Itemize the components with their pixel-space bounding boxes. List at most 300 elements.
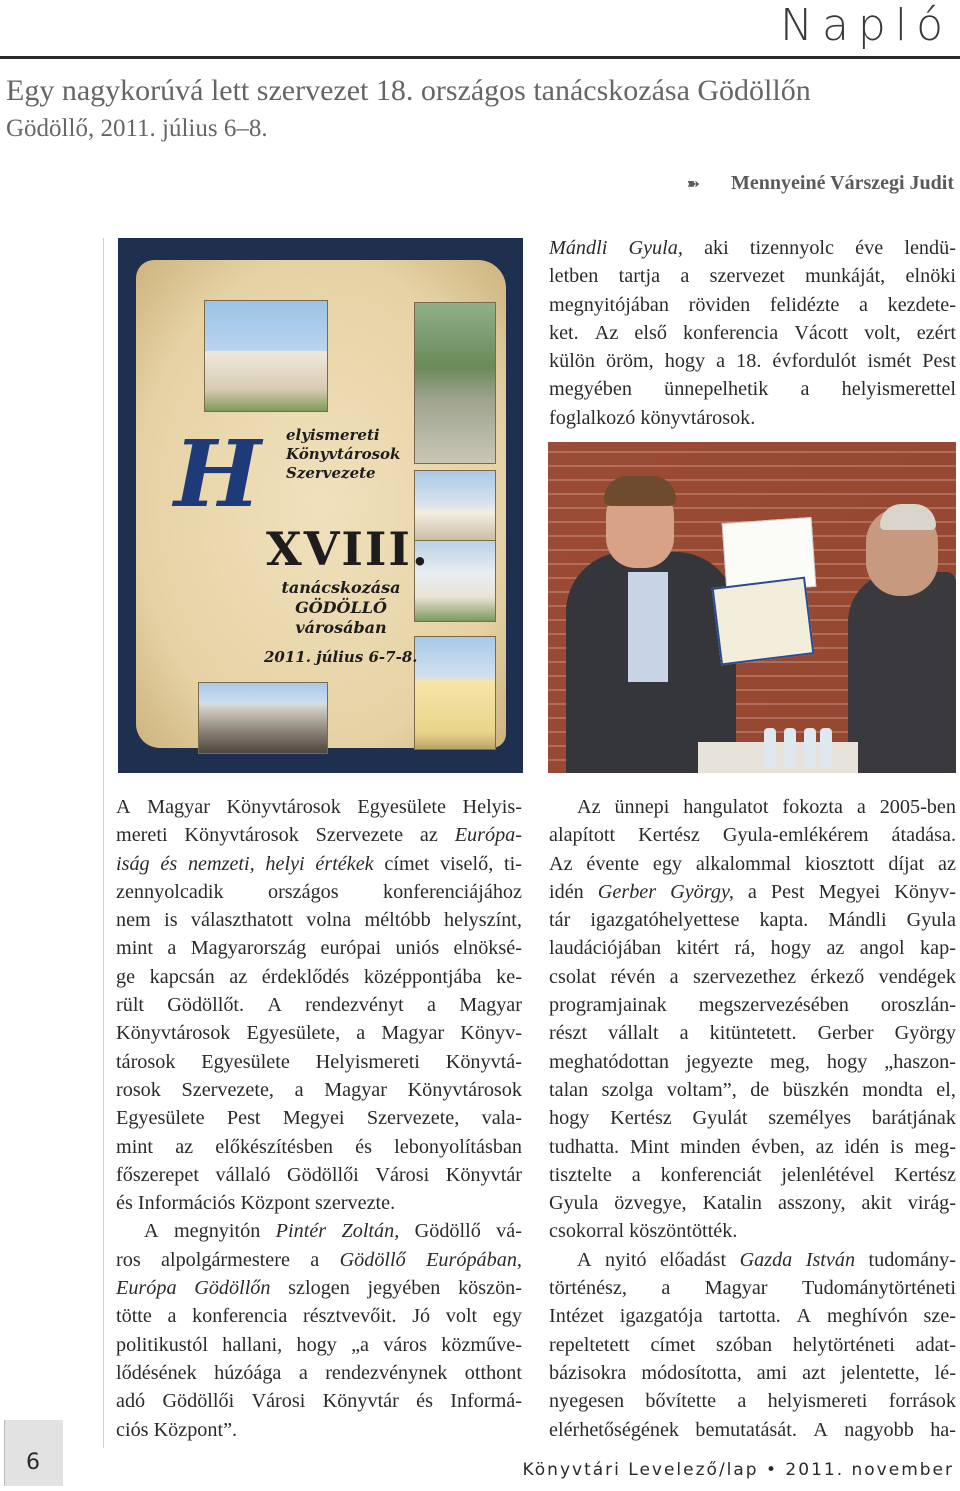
word: kitért bbox=[676, 937, 720, 960]
word: Szervezete bbox=[315, 824, 404, 847]
text-line bbox=[116, 1246, 522, 1274]
word: munkáját, bbox=[805, 265, 886, 288]
text-line bbox=[116, 1359, 522, 1387]
word: A bbox=[796, 1305, 812, 1328]
word: Gödöllői bbox=[162, 1390, 235, 1413]
word: Kertész bbox=[610, 1107, 672, 1130]
word: aki bbox=[704, 237, 729, 259]
word: Katalin bbox=[702, 1192, 762, 1215]
word: Magyar bbox=[324, 1078, 387, 1101]
word: szervezet bbox=[709, 265, 785, 288]
word: meghatódottan bbox=[549, 1050, 669, 1073]
word: és bbox=[160, 852, 178, 875]
word: hangulatot bbox=[683, 796, 769, 818]
word: középpontjába bbox=[363, 965, 482, 988]
word: lendü- bbox=[904, 237, 956, 259]
word: idén bbox=[844, 1135, 880, 1158]
word: konferenciájához bbox=[382, 880, 522, 903]
word: a bbox=[679, 1022, 689, 1045]
word: az bbox=[229, 965, 248, 988]
photo-bottle bbox=[764, 728, 776, 768]
word: Könyvtárosok bbox=[407, 1078, 522, 1101]
word: Gyula-emlékérem bbox=[722, 824, 869, 847]
word: ünnepelhetik bbox=[664, 378, 769, 401]
word: jelentette, bbox=[840, 1361, 920, 1384]
word: a bbox=[167, 1305, 177, 1328]
word: Gyula bbox=[549, 1192, 599, 1215]
word: Gyula bbox=[906, 909, 956, 932]
word: szervezethez bbox=[692, 965, 797, 988]
word: kezdete- bbox=[887, 293, 956, 316]
word: nyitó bbox=[605, 1248, 647, 1271]
word: külön bbox=[549, 350, 595, 373]
word: meghívón bbox=[826, 1305, 908, 1328]
word: Pest bbox=[922, 350, 956, 373]
text-line bbox=[116, 850, 522, 878]
poster-photo-library bbox=[198, 682, 328, 754]
left-column-text bbox=[116, 793, 522, 1444]
text-line: és Információs Központ szervezte. bbox=[116, 1192, 396, 1215]
word: konferencia bbox=[682, 321, 779, 344]
word: Egyesülete bbox=[357, 796, 446, 818]
word: de bbox=[750, 1078, 770, 1101]
word: ke- bbox=[496, 965, 522, 988]
word: Mándli bbox=[828, 909, 887, 932]
text-line bbox=[549, 262, 956, 290]
word: átadása. bbox=[891, 824, 956, 847]
poster-event-line: GÖDÖLLŐ bbox=[295, 598, 387, 617]
word: ros bbox=[116, 1248, 141, 1271]
poster-photo-palace bbox=[204, 300, 328, 412]
text-line: ciós Központ”. bbox=[116, 1418, 238, 1441]
word: A bbox=[577, 1248, 592, 1271]
text-line bbox=[549, 319, 956, 347]
word: fokozta bbox=[782, 796, 843, 818]
word: Gazda bbox=[739, 1248, 793, 1271]
word: hallani, bbox=[222, 1333, 283, 1356]
word: módosította, bbox=[641, 1361, 742, 1384]
word: tartotta. bbox=[718, 1305, 781, 1328]
word: elnöksé- bbox=[453, 937, 522, 960]
word: Informá- bbox=[450, 1390, 522, 1413]
text-line bbox=[116, 1274, 522, 1302]
text-line bbox=[116, 793, 522, 821]
word: az bbox=[938, 852, 956, 875]
poster-event-line: városában bbox=[295, 618, 387, 637]
word: nagyobb bbox=[844, 1418, 914, 1441]
word: Helyismereti bbox=[315, 1050, 420, 1073]
word: igazgatóhelyettese bbox=[590, 909, 740, 932]
conference-poster-image bbox=[118, 238, 523, 773]
article-headline: Egy nagykorúvá lett szervezet 18. országos tanácskozása Gödöllőn bbox=[6, 74, 811, 107]
word: a bbox=[661, 1277, 671, 1300]
word: konferencia bbox=[192, 1305, 288, 1328]
word: asszony, bbox=[777, 1192, 846, 1215]
word: és bbox=[355, 1135, 372, 1158]
word: István bbox=[805, 1248, 856, 1271]
text-line bbox=[116, 1217, 522, 1245]
word: volna bbox=[306, 909, 352, 932]
word: meg, bbox=[770, 1050, 810, 1073]
word: érdeklődés bbox=[261, 965, 350, 988]
word: Egyesülete bbox=[201, 1050, 290, 1073]
word: elnöki bbox=[905, 265, 956, 288]
word: idén bbox=[549, 880, 584, 903]
text-line bbox=[549, 1133, 956, 1161]
word: a bbox=[631, 1163, 641, 1186]
word: szóban bbox=[716, 1333, 773, 1356]
word: helyismerettel bbox=[841, 378, 956, 401]
word: Gerber bbox=[817, 1022, 874, 1045]
poster-event bbox=[281, 578, 401, 638]
word: értékek bbox=[315, 852, 374, 875]
word: Gyulát bbox=[692, 1107, 748, 1130]
word: Gödöllőt. bbox=[167, 994, 245, 1017]
word: a bbox=[737, 1390, 747, 1413]
word: A bbox=[267, 994, 282, 1017]
word: csolat bbox=[549, 965, 597, 988]
photo-person-right bbox=[848, 572, 956, 773]
word: Az bbox=[594, 321, 619, 344]
word: méltóbb bbox=[364, 909, 431, 932]
poster-title-line: Szervezete bbox=[286, 464, 376, 482]
word: adat- bbox=[915, 1333, 956, 1356]
word: Magyar bbox=[459, 994, 522, 1017]
word: főszerepet bbox=[116, 1163, 199, 1186]
text-line bbox=[116, 1302, 522, 1330]
text-line bbox=[116, 878, 522, 906]
word: vállaló bbox=[215, 1163, 271, 1186]
text-line bbox=[549, 1302, 956, 1330]
word: repeltetett bbox=[549, 1333, 630, 1356]
poster-initial: H bbox=[174, 420, 261, 528]
word: jelenlétével bbox=[781, 1163, 875, 1186]
word: A bbox=[144, 1220, 159, 1243]
word: sze- bbox=[923, 1305, 956, 1328]
word: helyi bbox=[265, 852, 305, 875]
word: büszkén bbox=[782, 1078, 849, 1101]
word: kitüntetett. bbox=[709, 1022, 797, 1045]
word: hogy bbox=[664, 350, 706, 373]
word: Magyar bbox=[381, 1022, 445, 1045]
word: is bbox=[164, 909, 178, 932]
word: előkészítésben bbox=[215, 1135, 333, 1158]
word: tudomány- bbox=[868, 1248, 956, 1271]
word: Jó bbox=[412, 1305, 431, 1328]
word: személyes bbox=[768, 1107, 852, 1130]
photo-certificate bbox=[712, 577, 815, 666]
word: ge bbox=[116, 965, 136, 988]
right-column-text bbox=[549, 793, 956, 1444]
word: röviden bbox=[688, 293, 751, 316]
word: ha- bbox=[930, 1418, 956, 1441]
word: igazgatója bbox=[619, 1305, 703, 1328]
word: Pintér bbox=[275, 1220, 327, 1243]
word: angol bbox=[859, 937, 905, 960]
word: bemutatását. bbox=[695, 1418, 797, 1441]
word: Könyv- bbox=[894, 880, 956, 903]
word: vendégek bbox=[878, 965, 956, 988]
word: helyismereti bbox=[767, 1390, 868, 1413]
text-line bbox=[116, 1104, 522, 1132]
word: talan bbox=[549, 1078, 589, 1101]
text-line: foglalkozó könyvtárosok. bbox=[549, 406, 756, 429]
word: választhatott bbox=[190, 909, 293, 932]
word: évfordulót bbox=[772, 350, 857, 373]
word: húzóága bbox=[214, 1361, 282, 1384]
word: tartja bbox=[618, 265, 661, 288]
word: címet bbox=[384, 852, 430, 875]
poster-title bbox=[286, 426, 400, 483]
word: megszervezésében bbox=[698, 994, 849, 1017]
text-line bbox=[549, 963, 956, 991]
word: megnyitójában bbox=[549, 293, 669, 316]
word: Városi bbox=[251, 1390, 306, 1413]
word: Könyvtár bbox=[445, 1163, 522, 1186]
poster-title-line: elyismereti bbox=[286, 426, 380, 444]
word: és bbox=[416, 1390, 433, 1413]
word: kapcsán bbox=[149, 965, 215, 988]
word: hogy bbox=[826, 1050, 868, 1073]
word: konferenciát bbox=[660, 1163, 762, 1186]
word: Magyarország bbox=[190, 937, 307, 960]
word: Gödöllői bbox=[287, 1163, 359, 1186]
text-line bbox=[549, 991, 956, 1019]
column-divider bbox=[103, 238, 104, 1448]
text-line bbox=[549, 1246, 956, 1274]
word: Kertész bbox=[894, 1163, 956, 1186]
word: felidézte bbox=[769, 293, 840, 316]
word: megyében bbox=[549, 378, 632, 401]
word: szlogen bbox=[288, 1277, 350, 1300]
word: kap- bbox=[920, 937, 956, 960]
word: azt bbox=[802, 1361, 826, 1384]
word: város bbox=[383, 1333, 427, 1356]
text-line bbox=[116, 906, 522, 934]
word: mereti bbox=[116, 824, 168, 847]
word: évente bbox=[586, 852, 640, 875]
word: Gödöllő bbox=[339, 1248, 406, 1271]
text-line bbox=[116, 1331, 522, 1359]
word: alkalommal bbox=[695, 852, 792, 875]
word: Pest bbox=[226, 1107, 261, 1130]
word: voltam”, bbox=[666, 1078, 737, 1101]
text-line bbox=[549, 347, 956, 375]
word: nyegesen bbox=[549, 1390, 625, 1413]
text-line bbox=[549, 375, 956, 403]
word: tizennyolc bbox=[749, 237, 834, 259]
photo-bottle bbox=[784, 728, 796, 768]
word: ünnepi bbox=[614, 796, 670, 818]
text-line bbox=[116, 1161, 522, 1189]
word: lé- bbox=[934, 1361, 956, 1384]
word: Európa bbox=[116, 1277, 177, 1300]
word: Magyar bbox=[704, 1277, 768, 1300]
word: bázisokra bbox=[549, 1361, 627, 1384]
photo-hair-left bbox=[604, 476, 676, 506]
word: Intézet bbox=[549, 1305, 604, 1328]
word: elérhetőségének bbox=[549, 1418, 680, 1441]
word: Városi bbox=[375, 1163, 430, 1186]
word: Könyvtárosok bbox=[116, 1022, 231, 1045]
word: Könyvtár bbox=[322, 1390, 399, 1413]
word: György bbox=[894, 1022, 956, 1045]
word: ezért bbox=[916, 321, 956, 344]
word: viselő, bbox=[439, 852, 494, 875]
word: a bbox=[716, 350, 726, 373]
word: akit bbox=[861, 1192, 892, 1215]
word: hogy bbox=[296, 1333, 337, 1356]
word: a bbox=[669, 965, 679, 988]
section-title: Napló bbox=[780, 0, 952, 51]
word: zennyolcadik bbox=[116, 880, 224, 903]
word: egy bbox=[652, 852, 683, 875]
word: oroszlán- bbox=[880, 994, 956, 1017]
text-line bbox=[549, 234, 956, 262]
word: Egyesülete bbox=[116, 1107, 205, 1130]
text-line bbox=[549, 850, 956, 878]
text-line bbox=[549, 906, 956, 934]
text-line bbox=[549, 1387, 956, 1415]
word: volt, bbox=[864, 321, 901, 344]
word: Könyvtárosok bbox=[184, 824, 299, 847]
poster-parchment bbox=[136, 260, 506, 748]
page-number: 6 bbox=[26, 1450, 40, 1475]
word: Szervezete, bbox=[366, 1107, 460, 1130]
word: Az bbox=[549, 852, 573, 875]
word: ami bbox=[756, 1361, 788, 1384]
text-line bbox=[549, 1048, 956, 1076]
word: Megyei bbox=[282, 1107, 345, 1130]
word: Vácott bbox=[794, 321, 849, 344]
author-arrow-icon: ➽ bbox=[686, 176, 700, 193]
word: mint bbox=[116, 937, 154, 960]
word: megnyitón bbox=[173, 1220, 261, 1243]
word: részt bbox=[549, 1022, 588, 1045]
poster-photo-statue bbox=[414, 302, 496, 464]
intro-paragraph bbox=[549, 234, 956, 432]
word: érkező bbox=[810, 965, 865, 988]
word: iság bbox=[116, 852, 150, 875]
word: lődésének bbox=[116, 1361, 197, 1384]
text-line bbox=[549, 1359, 956, 1387]
word: Európában, bbox=[426, 1248, 522, 1271]
word: özvegye, bbox=[614, 1192, 687, 1215]
word: alpolgármestere bbox=[161, 1248, 290, 1271]
word: politikustól bbox=[116, 1333, 208, 1356]
word: Mándli bbox=[549, 237, 608, 259]
text-line bbox=[549, 1189, 956, 1217]
word: a bbox=[427, 994, 436, 1017]
poster-event-line: tanácskozása bbox=[281, 578, 401, 597]
word: jegyezte bbox=[685, 1050, 754, 1073]
word: Tudománytörténeti bbox=[801, 1277, 956, 1300]
word: mint bbox=[116, 1135, 154, 1158]
text-line bbox=[116, 963, 522, 991]
word: címet bbox=[650, 1333, 696, 1356]
word: programjainak bbox=[549, 994, 667, 1017]
word: Gerber bbox=[597, 880, 657, 903]
word: Kertész bbox=[638, 824, 700, 847]
word: révén bbox=[610, 965, 656, 988]
text-line bbox=[116, 821, 522, 849]
word: Magyar bbox=[147, 796, 210, 818]
word: is bbox=[890, 1135, 904, 1158]
word: bővítette bbox=[645, 1390, 717, 1413]
text-line bbox=[116, 991, 522, 1019]
word: Gyula, bbox=[628, 237, 683, 259]
word: a bbox=[310, 1248, 320, 1271]
text-line bbox=[549, 1104, 956, 1132]
text-line bbox=[116, 1019, 522, 1047]
word: Zoltán, bbox=[341, 1220, 400, 1243]
word: az bbox=[826, 937, 845, 960]
text-line bbox=[549, 878, 956, 906]
word: rendezvénynek bbox=[325, 1361, 448, 1384]
word: barátjának bbox=[871, 1107, 956, 1130]
word: ti- bbox=[503, 852, 522, 875]
word: vállalt bbox=[608, 1022, 659, 1045]
word: Pest bbox=[770, 880, 805, 903]
word: nem bbox=[116, 909, 151, 932]
word: minden bbox=[680, 1135, 741, 1158]
word: virág- bbox=[907, 1192, 956, 1215]
text-line bbox=[549, 1416, 956, 1444]
word: „haszon- bbox=[884, 1050, 956, 1073]
text-line bbox=[116, 1048, 522, 1076]
word: Helyis- bbox=[462, 796, 522, 818]
award-ceremony-photo bbox=[548, 442, 956, 773]
word: a bbox=[859, 293, 868, 316]
publication-footer: Könyvtári Levelező/lap • 2011. november bbox=[522, 1460, 954, 1480]
photo-hair-right bbox=[880, 504, 936, 530]
word: jegyében bbox=[367, 1277, 441, 1300]
word: Az bbox=[577, 796, 601, 818]
word: tudhatta. bbox=[549, 1135, 620, 1158]
word: hogy bbox=[549, 1107, 590, 1130]
text-line: csokorral köszöntötték. bbox=[549, 1220, 738, 1243]
word: 2005-ben bbox=[879, 796, 956, 818]
word: lebonyolításban bbox=[394, 1135, 522, 1158]
text-line bbox=[549, 934, 956, 962]
text-line bbox=[116, 1133, 522, 1161]
photo-bottle bbox=[804, 728, 816, 768]
word: tárosok bbox=[116, 1050, 176, 1073]
word: európai bbox=[320, 937, 382, 960]
word: Gödöllő bbox=[414, 1220, 481, 1243]
word: a bbox=[356, 1022, 366, 1045]
word: helytörténeti bbox=[792, 1333, 895, 1356]
word: öröm, bbox=[606, 350, 654, 373]
word: tár bbox=[549, 909, 571, 932]
article-dateline: Gödöllő, 2011. július 6–8. bbox=[6, 115, 268, 142]
word: alapított bbox=[549, 824, 616, 847]
word: helyszínt, bbox=[444, 909, 522, 932]
word: adó bbox=[116, 1390, 146, 1413]
photo-bottle bbox=[820, 728, 832, 768]
poster-photo-church bbox=[414, 636, 496, 750]
word: Gödöllőn bbox=[194, 1277, 271, 1300]
word: a bbox=[167, 937, 177, 960]
text-line bbox=[116, 1387, 522, 1415]
word: A bbox=[813, 1418, 828, 1441]
word: díjat bbox=[888, 852, 925, 875]
text-line bbox=[549, 1161, 956, 1189]
word: köszön- bbox=[458, 1277, 522, 1300]
text-line bbox=[549, 1274, 956, 1302]
word: a bbox=[298, 1361, 308, 1384]
word: egy bbox=[492, 1305, 522, 1328]
